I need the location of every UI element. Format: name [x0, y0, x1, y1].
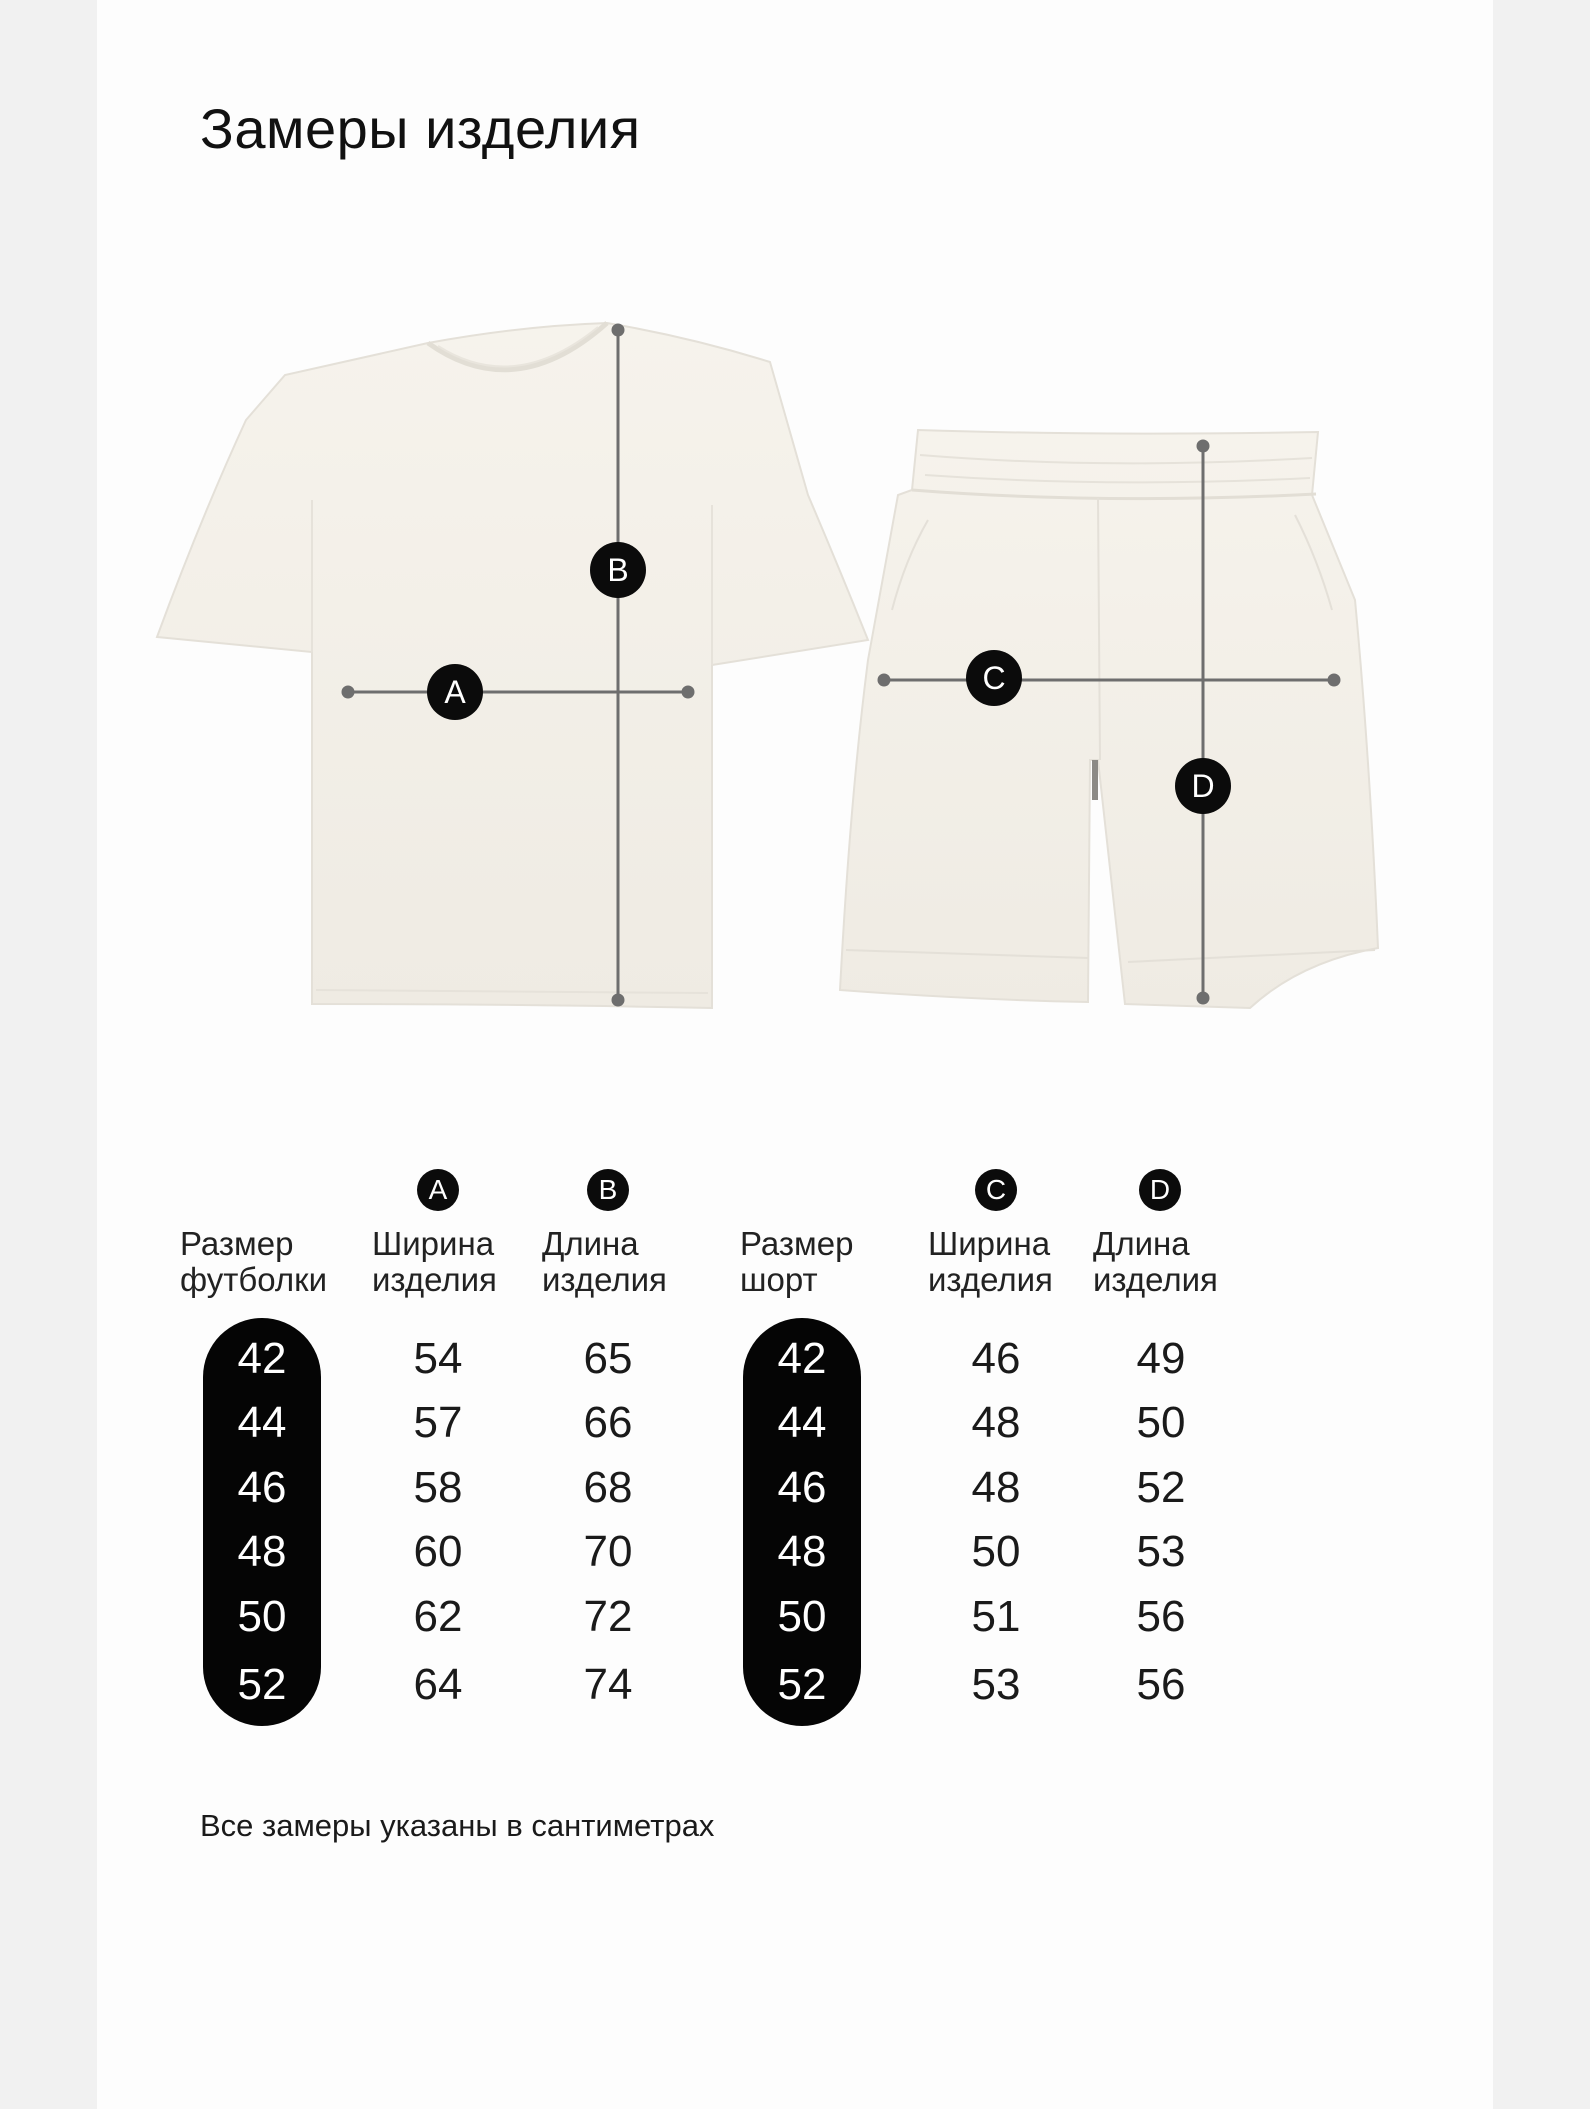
- tshirt-width-cell: 57: [413, 1398, 463, 1447]
- shorts-length-cell: 50: [1136, 1398, 1186, 1447]
- tshirt-length-cell: 65: [583, 1334, 633, 1383]
- tshirt-width-cell: 64: [413, 1660, 463, 1709]
- shorts-length-cell: 53: [1136, 1527, 1186, 1576]
- shorts-size-cell: 52: [777, 1660, 827, 1709]
- badge-c-diagram: [966, 650, 1022, 706]
- shorts-length-cell: 56: [1136, 1592, 1186, 1641]
- shorts-size-cell: 48: [777, 1527, 827, 1576]
- shorts-width-cell: 48: [971, 1463, 1021, 1512]
- shorts-width-cell: 53: [971, 1660, 1021, 1709]
- shorts-width-cell: 48: [971, 1398, 1021, 1447]
- tshirt-length-cell: 68: [583, 1463, 633, 1512]
- tshirt-size-cell: 44: [237, 1398, 287, 1447]
- badge-d-diagram: [1175, 758, 1231, 814]
- tshirt-size-cell: 48: [237, 1527, 287, 1576]
- tshirt-length-cell: 66: [583, 1398, 633, 1447]
- shorts-length-cell: 56: [1136, 1660, 1186, 1709]
- shorts-size-cell: 42: [777, 1334, 827, 1383]
- tshirt-width-cell: 62: [413, 1592, 463, 1641]
- shorts-size-cell: 46: [777, 1463, 827, 1512]
- svg-text:C: C: [982, 660, 1006, 696]
- tshirt-size-cell: 52: [237, 1660, 287, 1709]
- page-title: Замеры изделия: [200, 97, 641, 160]
- svg-text:A: A: [444, 674, 466, 710]
- tshirt-length-header: Длина изделия: [542, 1225, 667, 1298]
- tshirt-illustration: [157, 323, 868, 1008]
- tshirt-size-cell: 46: [237, 1463, 287, 1512]
- tshirt-size-cell: 42: [237, 1334, 287, 1383]
- tshirt-length-cell: 74: [583, 1660, 633, 1709]
- tshirt-width-cell: 60: [413, 1527, 463, 1576]
- badge-a-header: A: [417, 1169, 459, 1211]
- badge-d-header: D: [1139, 1169, 1181, 1211]
- shorts-width-cell: 51: [971, 1592, 1021, 1641]
- badge-a-diagram: [427, 664, 483, 720]
- shorts-width-cell: 46: [971, 1334, 1021, 1383]
- badge-b-diagram: [590, 542, 646, 598]
- shorts-length-cell: 49: [1136, 1334, 1186, 1383]
- tshirt-width-header: Ширина изделия: [372, 1225, 497, 1298]
- tshirt-width-cell: 58: [413, 1463, 463, 1512]
- shorts-size-cell: 50: [777, 1592, 827, 1641]
- tshirt-size-cell: 50: [237, 1592, 287, 1641]
- badge-b-header: B: [587, 1169, 629, 1211]
- shorts-length-header: Длина изделия: [1093, 1225, 1218, 1298]
- shorts-width-cell: 50: [971, 1527, 1021, 1576]
- shorts-length-cell: 52: [1136, 1463, 1186, 1512]
- badge-c-header: C: [975, 1169, 1017, 1211]
- shorts-size-cell: 44: [777, 1398, 827, 1447]
- shorts-width-header: Ширина изделия: [928, 1225, 1053, 1298]
- svg-text:B: B: [607, 552, 629, 588]
- units-footnote: Все замеры указаны в сантиметрах: [200, 1808, 715, 1843]
- tshirt-size-header: Размер футболки: [180, 1225, 328, 1298]
- tshirt-length-cell: 70: [583, 1527, 633, 1576]
- shorts-illustration: [840, 430, 1378, 1008]
- tshirt-width-cell: 54: [413, 1334, 463, 1383]
- tshirt-length-cell: 72: [583, 1592, 633, 1641]
- svg-text:D: D: [1191, 768, 1215, 804]
- shorts-size-header: Размер шорт: [740, 1225, 854, 1298]
